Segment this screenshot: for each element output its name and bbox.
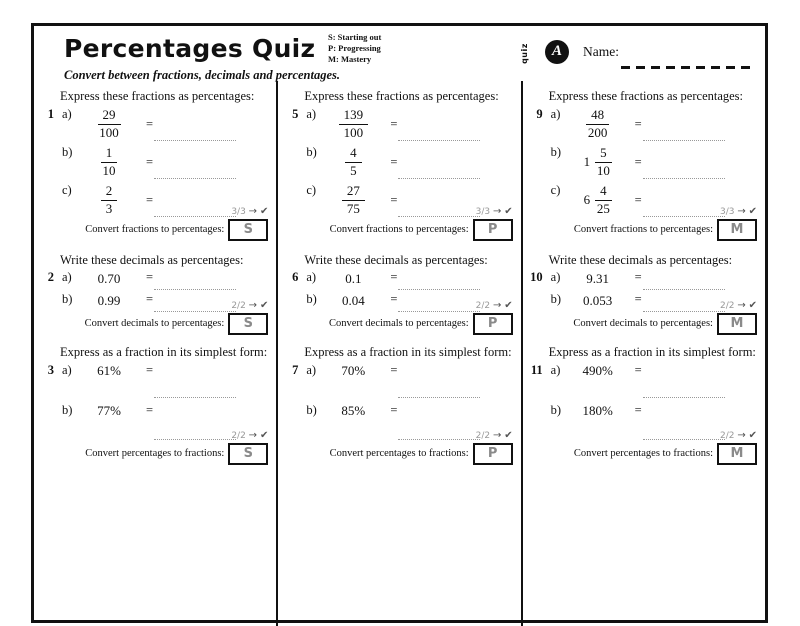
score-text: 2/2 [231,431,246,441]
numerator: 29 [98,108,121,125]
question-number: 1 [47,107,54,121]
level-badge: S [228,313,268,335]
equals-sign: = [146,292,154,306]
section-heading: Write these decimals as percentages: [548,253,733,267]
question-item [278,361,520,401]
score-indicator [476,300,513,311]
fraction-value [76,105,142,143]
footer-label: Convert decimals to percentages: [328,318,469,329]
section-percentages [34,345,276,467]
question-item [278,105,520,143]
level-badge: P [473,313,513,335]
numerator: 2 [101,184,118,201]
numerator: 5 [595,146,612,163]
score-indicator [231,206,268,217]
brand-logo-icon: A [545,40,569,64]
fraction-value [565,105,631,143]
footer-label: Convert percentages to fractions: [329,448,469,459]
equals-sign: = [390,403,398,417]
percent-value: 180% [582,403,613,418]
answer-blank [398,311,480,312]
key-progressing: P: Progressing [328,43,381,53]
arrow-icon: → [737,300,746,311]
section-heading: Express these fractions as percentages: [60,89,255,103]
item-label: c) [306,183,317,197]
answer-blank [643,289,725,290]
item-label: c) [550,183,561,197]
mixed-number-value [565,143,631,181]
section-fractions [523,89,765,243]
question-item [523,105,765,143]
level-badge: S [228,219,268,241]
section-decimals [523,253,765,337]
section-decimals [34,253,276,337]
answer-blank [398,289,480,290]
item-label: a) [550,363,561,377]
item-label: a) [62,107,72,121]
answer-blank [154,439,236,440]
percent-value: 85% [341,403,366,418]
score-text: 2/2 [475,301,491,311]
question-columns [34,81,765,626]
arrow-icon: → [493,206,502,217]
item-label: a) [306,363,317,377]
numerator: 27 [342,184,365,201]
decimal-value: 0.053 [583,292,613,308]
answer-blank [398,439,480,440]
footer-label: Convert fractions to percentages: [573,224,713,235]
level-key [328,32,381,65]
equals-sign: = [634,193,642,207]
answer-blank [643,178,725,179]
arrow-icon: → [493,300,502,311]
name-label: Name: [583,44,619,59]
item-label: a) [62,363,72,377]
level-badge: M [717,313,757,335]
section-decimals [278,253,520,337]
answer-blank [643,216,725,217]
item-label: b) [306,403,317,417]
item-label: b) [62,292,73,306]
denominator: 100 [99,124,119,140]
item-label: b) [62,145,73,159]
question-item [523,143,765,181]
item-label: a) [550,107,561,121]
item-label: b) [306,145,317,159]
equals-sign: = [634,155,642,169]
denominator: 100 [343,124,364,140]
section-percentages [278,345,520,467]
score-indicator [231,430,268,441]
check-icon: ✔ [259,206,269,217]
level-badge: P [473,219,513,241]
percent-value: 490% [582,363,613,378]
fraction-value [320,181,386,219]
item-label: b) [550,145,562,159]
page-subtitle: Convert between fractions, decimals and percentages. [64,68,341,82]
denominator: 200 [587,124,608,140]
question-item [34,143,276,181]
numerator: 139 [339,108,369,125]
item-label: b) [550,403,562,417]
answer-blank [154,289,236,290]
check-icon: ✔ [504,430,513,441]
name-entry-line [621,66,752,69]
equals-sign: = [146,403,154,417]
check-icon: ✔ [748,430,757,441]
question-item [523,361,765,401]
column-mastery [521,81,765,626]
check-icon: ✔ [748,206,757,217]
answer-blank [643,311,725,312]
score-indicator [720,300,757,311]
section-footer [34,206,276,243]
question-number: 11 [530,363,543,377]
score-text: 2/2 [719,431,735,441]
item-label: c) [62,183,72,197]
denominator: 10 [102,162,116,178]
arrow-icon: → [737,430,746,441]
section-footer [278,430,520,467]
denominator: 75 [346,200,360,216]
question-number: 7 [292,363,299,377]
arrow-icon: → [493,430,502,441]
key-mastery: M: Mastery [328,54,372,64]
fraction-value [320,105,386,143]
page-title: Percentages Quiz [64,34,316,63]
item-label: b) [306,292,317,306]
question-item [34,361,276,401]
check-icon: ✔ [504,300,513,311]
equals-sign: = [390,117,398,131]
arrow-icon: → [737,206,746,217]
section-fractions [34,89,276,243]
section-heading: Express as a fraction in its simplest form: [304,345,512,359]
score-text: 3/3 [475,207,491,217]
whole-number: 1 [583,154,591,169]
check-icon: ✔ [504,206,513,217]
question-item [278,269,520,291]
decimal-value: 0.04 [341,292,365,308]
level-badge: M [717,219,757,241]
question-item [523,269,765,291]
section-heading: Express these fractions as percentages: [304,89,499,103]
answer-blank [154,178,236,179]
answer-blank [398,397,480,398]
question-number: 6 [292,270,299,284]
section-heading: Express these fractions as percentages: [548,89,744,103]
section-heading: Write these decimals as percentages: [304,253,488,267]
equals-sign: = [634,292,642,306]
arrow-icon: → [248,430,258,441]
footer-label: Convert fractions to percentages: [85,224,225,235]
arrow-icon: → [248,206,258,217]
answer-blank [643,397,725,398]
score-indicator [476,430,513,441]
equals-sign: = [146,363,154,377]
section-heading: Express as a fraction in its simplest form: [60,345,268,359]
numerator: 4 [595,184,612,201]
score-indicator [476,206,513,217]
equals-sign: = [146,155,154,169]
equals-sign: = [146,270,154,284]
section-heading: Express as a fraction in its simplest form: [548,345,756,359]
footer-label: Convert percentages to fractions: [573,448,713,459]
score-text: 2/2 [719,301,735,311]
footer-label: Convert decimals to percentages: [573,318,713,329]
equals-sign: = [390,363,398,377]
check-icon: ✔ [259,300,269,311]
section-footer [523,430,765,467]
check-icon: ✔ [259,430,269,441]
mixed-number-value [565,181,631,219]
numerator: 48 [586,108,609,125]
fraction-value [76,181,142,219]
item-label: a) [550,270,561,284]
section-footer [34,430,276,467]
quiz-logo-vertical-text: quiz [519,43,529,64]
denominator: 5 [350,162,357,178]
answer-blank [398,216,480,217]
score-text: 3/3 [719,207,735,217]
section-percentages [523,345,765,467]
item-label: b) [550,292,562,306]
item-label: a) [62,270,72,284]
fraction-value [320,143,386,181]
question-item [34,269,276,291]
decimal-value: 9.31 [586,270,610,286]
score-text: 2/2 [231,301,246,311]
level-badge: M [717,443,757,465]
fraction-value [76,143,142,181]
percent-value: 61% [97,363,121,378]
equals-sign: = [390,292,398,306]
equals-sign: = [390,270,398,284]
equals-sign: = [634,403,642,417]
question-number: 5 [292,107,299,121]
numerator: 1 [101,146,118,163]
key-starting-out: S: Starting out [328,32,382,42]
footer-label: Convert percentages to fractions: [85,448,225,459]
item-label: a) [306,270,317,284]
section-fractions [278,89,520,243]
answer-blank [643,140,725,141]
score-indicator [720,206,757,217]
item-label: a) [306,107,317,121]
numerator: 4 [345,146,362,163]
score-indicator [231,300,268,311]
percent-value: 77% [97,403,121,418]
answer-blank [154,311,236,312]
question-number: 9 [536,107,543,121]
column-progressing [276,81,520,626]
footer-label: Convert fractions to percentages: [329,224,469,235]
decimal-value: 0.1 [345,270,362,286]
arrow-icon: → [248,300,258,311]
score-text: 2/2 [475,431,491,441]
denominator: 25 [596,200,610,216]
item-label: b) [62,403,73,417]
column-starting-out [34,81,276,626]
equals-sign: = [146,117,154,131]
answer-blank [398,178,480,179]
equals-sign: = [634,117,642,131]
section-heading: Write these decimals as percentages: [60,253,244,267]
equals-sign: = [634,270,642,284]
decimal-value: 0.70 [97,270,121,286]
question-item [278,143,520,181]
score-text: 3/3 [231,207,246,217]
worksheet-frame [31,23,768,623]
answer-blank [154,140,236,141]
equals-sign: = [390,193,398,207]
percent-value: 70% [341,363,366,378]
question-number: 10 [530,270,543,284]
equals-sign: = [634,363,642,377]
question-number: 2 [47,270,54,284]
score-indicator [720,430,757,441]
check-icon: ✔ [748,300,757,311]
decimal-value: 0.99 [97,292,121,308]
question-number: 3 [47,363,54,377]
level-badge: P [473,443,513,465]
denominator: 10 [596,162,610,178]
worksheet-header [34,26,765,81]
footer-label: Convert decimals to percentages: [84,318,225,329]
whole-number: 6 [583,192,591,207]
level-badge: S [228,443,268,465]
answer-blank [154,216,236,217]
answer-blank [154,397,236,398]
equals-sign: = [146,193,154,207]
question-item [34,105,276,143]
equals-sign: = [390,155,398,169]
answer-blank [643,439,725,440]
denominator: 3 [105,200,113,216]
answer-blank [398,140,480,141]
